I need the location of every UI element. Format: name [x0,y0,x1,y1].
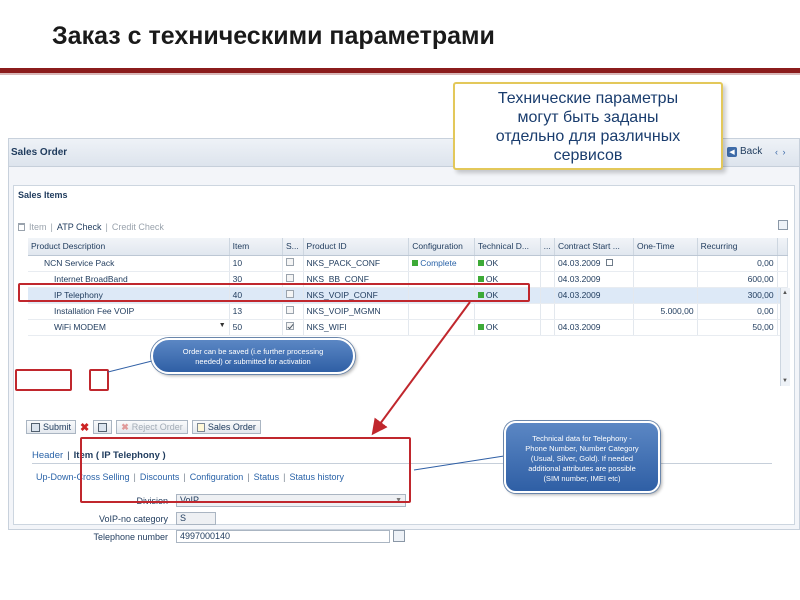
bubble-line: (SIM number, IMEI etc) [543,474,621,483]
arrow-bubble-to-save [108,360,156,372]
column-header[interactable]: ... [540,238,554,255]
submit-label: Submit [43,422,72,432]
cell-product-id: NKS_BB_CONF [303,271,409,287]
cell-recurring: 50,00 [697,319,777,335]
cell-item: 50 [229,319,282,335]
callout-save-submit [151,338,355,374]
column-header[interactable]: Product ID [303,238,409,255]
cell-product-id: NKS_PACK_CONF [303,255,409,271]
tech-status: OK [485,322,499,332]
callout-line: Технические параметры [497,90,679,107]
scroll-down-icon[interactable]: ▼ [782,378,788,384]
back-label: Back [740,146,763,157]
config-status-link[interactable]: Complete [420,258,457,268]
callout-telephony-data [504,421,660,493]
scroll-up-icon[interactable]: ▲ [782,290,788,296]
cell-contract-start: 04.03.2009 [554,271,633,287]
slide-title: Заказ с техническими параметрами [52,22,495,50]
cell-product-id: NKS_VOIP_CONF [303,287,409,303]
voip-category-field[interactable]: S [176,512,216,525]
column-header[interactable]: Configuration [409,238,475,255]
tab-header[interactable]: Header [32,450,64,461]
callout-line: могут быть заданы [517,109,659,126]
dropdown-arrow-icon[interactable]: ▼ [395,497,402,504]
cell-product-id: NKS_VOIP_MGMN [303,303,409,319]
section-title: Sales Items [18,190,68,200]
credit-check-button[interactable]: Credit Check [111,222,164,232]
tech-status: OK [485,258,499,268]
cell-item: 10 [229,255,282,271]
tab-discounts[interactable]: Discounts [139,472,180,482]
tab-separator: | [183,472,186,482]
tab-item[interactable]: Item ( IP Telephony ) [73,450,166,461]
cell-product-id: NKS_WIFI [303,319,409,335]
item-button[interactable]: Item [29,222,47,232]
tab-separator: | [133,472,136,482]
column-header[interactable]: Technical D... [474,238,540,255]
column-header[interactable]: Recurring [697,238,777,255]
tab-up-down-cross-selling[interactable]: Up-Down-Cross Selling [36,472,130,482]
cell-one-time: 5.000,00 [633,303,697,319]
description-value: WiFi MODEM [54,322,106,332]
atp-check-button[interactable]: ATP Check [56,222,102,232]
tab-separator: | [247,472,250,482]
column-header[interactable]: Contract Start ... [554,238,633,255]
bubble-line: Order can be saved (i.e further processing [182,347,324,356]
cell-description: Internet BroadBand [28,271,229,287]
bubble-line: needed) or submitted for activation [195,357,311,366]
cell-recurring: 0,00 [697,255,777,271]
bubble-line: Technical data for Telephony - [532,434,632,443]
cell-item: 30 [229,271,282,287]
tech-status: OK [485,274,499,284]
cancel-icon[interactable]: ✖ [80,421,90,434]
arrow-bubble-to-fields [414,456,504,470]
back-arrow-icon: ◀ [727,147,737,157]
voip-category-label: VoIP-no category [98,514,168,524]
nav-arrows[interactable]: ‹ › [775,147,787,157]
tech-status: OK [485,290,499,300]
cell-description: Installation Fee VOIP [28,303,229,319]
window-title: Sales Order [11,147,68,158]
dropdown-arrow-icon[interactable]: ▼ [218,322,226,329]
tab-separator: | [283,472,286,482]
tab-separator: | [67,450,70,461]
division-label: Division [136,496,168,506]
tab-configuration[interactable]: Configuration [189,472,244,482]
column-header[interactable]: Item [229,238,282,255]
tab-status-history[interactable]: Status history [289,472,345,482]
callout-technical-parameters [453,82,723,170]
telephone-number-input[interactable]: 4997000140 [176,530,390,543]
cell-description: NCN Service Pack [28,255,229,271]
bubble-line: Phone Number, Number Category [525,444,639,453]
reject-icon: ✖ [121,421,129,432]
callout-line: отдельно для различных [495,128,681,145]
column-header[interactable]: One-Time [633,238,697,255]
reject-label: Reject Order [131,422,183,432]
cell-recurring: 0,00 [697,303,777,319]
column-header[interactable]: Product Description [28,238,229,255]
bubble-line: additional attributes are possible [528,464,636,473]
cell-description: IP Telephony [28,287,229,303]
cell-contract-start: 04.03.2009 [554,319,633,335]
cell-contract-start: 04.03.2009 [554,287,633,303]
column-header[interactable]: S... [283,238,304,255]
telephone-number-label: Telephone number [93,532,168,542]
cell-item: 13 [229,303,282,319]
cell-recurring: 300,00 [697,287,777,303]
cell-recurring: 600,00 [697,271,777,287]
arrow-row-to-fields [374,302,470,432]
sales-order-label: Sales Order [207,422,256,432]
bubble-line: (Usual, Silver, Gold). If needed [530,454,634,463]
tab-status[interactable]: Status [253,472,280,482]
division-value: VoIP [180,495,200,505]
cell-item: 40 [229,287,282,303]
contract-start-value: 04.03.2009 [557,258,601,268]
toolbar-separator: | [50,222,53,232]
callout-line: сервисов [553,147,623,164]
toolbar-separator: | [105,222,108,232]
